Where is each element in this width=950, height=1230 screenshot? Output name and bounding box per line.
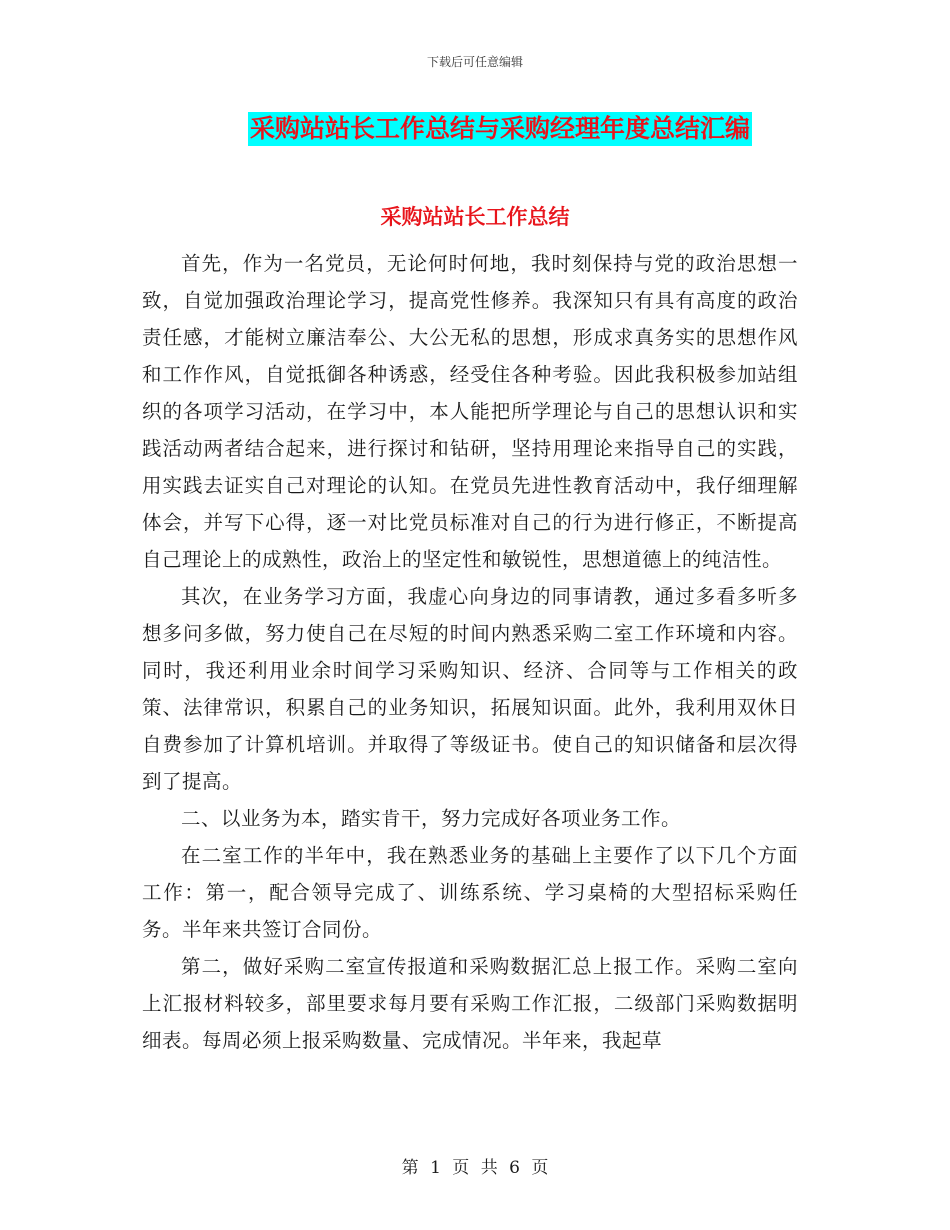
main-title: 采购站站长工作总结与采购经理年度总结汇编: [248, 112, 752, 146]
paragraph: 二、以业务为本，踏实肯干，努力完成好各项业务工作。: [181, 807, 682, 830]
paragraph: 在二室工作的半年中，我在熟悉业务的基础上主要作了以下几个方面工作：第一，配合领导完成了、训练系统、学习桌椅的大型招标采购任务。半年来共签订合同份。: [142, 844, 798, 941]
main-title-wrap: [0, 112, 950, 146]
paragraph: 第二，做好采购二室宣传报道和采购数据汇总上报工作。采购二室向上汇报材料较多，部里要求每月要有采购工作汇报，二级部门采购数据明细表。每周必须上报采购数量、完成情况。半年来，我起草: [142, 955, 798, 1052]
page-footer: 第 1 页 共 6 页: [401, 1158, 549, 1178]
body-text: [142, 245, 798, 1059]
paragraph: 其次，在业务学习方面，我虚心向身边的同事请教，通过多看多听多想多问多做，努力使自己在尽短的时间内熟悉采购二室工作环境和内容。同时，我还利用业余时间学习采购知识、经济、合同等与工作相关的政策、法律常识，积累自己的业务知识，拓展知识面。此外，我利用双休日自费参加了计算机培训。并取得了等级证书。使自己的知识储备和层次得到了提高。: [142, 585, 798, 793]
header-note: 下载后可任意编辑: [426, 55, 523, 69]
section-title: 采购站站长工作总结: [380, 204, 570, 229]
paragraph: 首先，作为一名党员，无论何时何地，我时刻保持与党的政治思想一致，自觉加强政治理论学习，提高党性修养。我深知只有具有高度的政治责任感，才能树立廉洁奉公、大公无私的思想，形成求真务实的思想作风和工作作风，自觉抵御各种诱惑，经受住各种考验。因此我积极参加站组织的各项学习活动，在学习中，本人能把所学理论与自己的思想认识和实践活动两者结合起来，进行探讨和钻研，坚持用理论来指导自己的实践，用实践去证实自己对理论的认知。在党员先进性教育活动中，我仔细理解体会，并写下心得，逐一对比党员标准对自己的行为进行修正，不断提高自己理论上的成熟性，政治上的坚定性和敏锐性，思想道德上的纯洁性。: [142, 252, 798, 571]
